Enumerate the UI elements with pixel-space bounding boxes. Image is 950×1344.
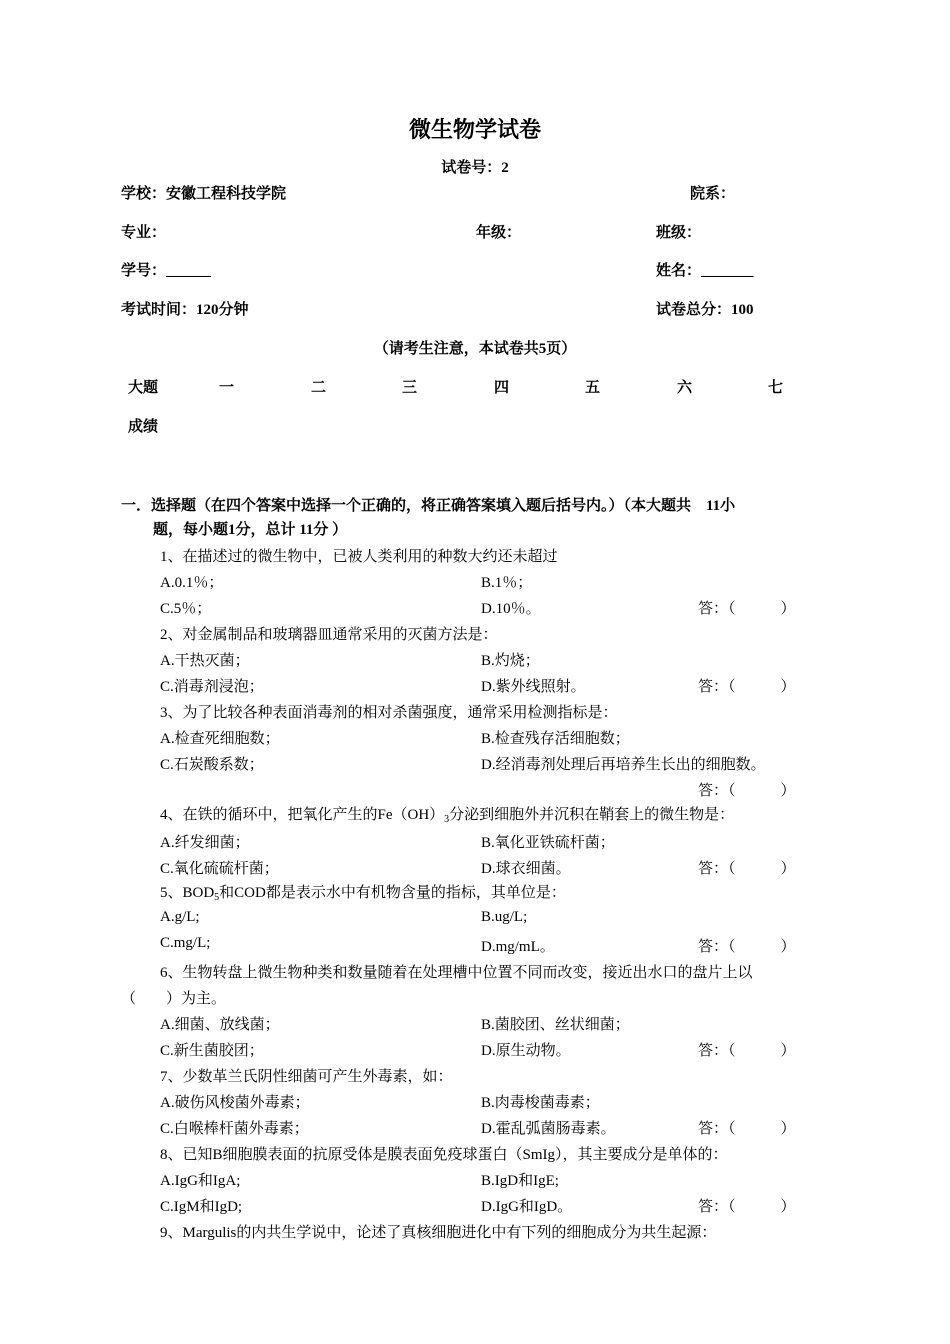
question-stem: 4、在铁的循环中，把氧化产生的$Fe(OH)_3$分泌到细胞外并沉积在鞘套上的微生物是： (160, 807, 735, 825)
page-title: 微生物学试卷 (408, 117, 541, 142)
question-stem: 9、Margulis的内共生学说中，论述了真核细胞进化中有下列的细胞成分为共生起源： (160, 1225, 717, 1241)
answer-blank[interactable]: 答：（ ） (698, 601, 796, 617)
option-d: D.原生动物。 (481, 1043, 571, 1059)
score-table-col: 七 (768, 380, 784, 396)
total-score: 试卷总分：100 (656, 302, 754, 318)
question-stem: 2、对金属制品和玻璃器皿通常采用的灭菌方法是： (160, 627, 498, 643)
option-b: B.检查残存活细胞数； (481, 731, 630, 747)
score-table-col: 六 (677, 380, 693, 396)
option-d: D.紫外线照射。 (481, 679, 586, 695)
section-heading-cont: 题，每小题1分，总计 11分 ） (153, 522, 348, 538)
option-c: C.白喉棒杆菌外毒素； (160, 1121, 309, 1137)
answer-blank[interactable]: 答：（ ） (698, 783, 796, 799)
student-id-field: 学号：______ (121, 263, 212, 279)
question-stem: 7、少数革兰氏阴性细菌可产生外毒素，如： (160, 1069, 453, 1085)
option-a: A.IgG和IgA; (160, 1173, 241, 1189)
option-a: A.检查死细胞数； (160, 731, 280, 747)
option-d: D.IgG和IgD。 (481, 1199, 573, 1215)
option-b: B.肉毒梭菌毒素； (481, 1095, 600, 1111)
option-a: A.破伤风梭菌外毒素； (160, 1095, 310, 1111)
score-table-col: 四 (494, 380, 510, 396)
option-a: A.细菌、放线菌； (160, 1017, 280, 1033)
option-a: A.干热灭菌； (160, 653, 250, 669)
answer-blank[interactable]: 答：（ ） (698, 939, 796, 955)
option-c: C.新生菌胶团； (160, 1043, 264, 1059)
option-d: D.经消毒剂处理后再培养生长出的细胞数。 (481, 757, 766, 773)
option-d: D.霍乱弧菌肠毒素。 (481, 1121, 616, 1137)
question-stem: 6、生物转盘上微生物种类和数量随着在处理槽中位置不同而改变，接近出水口的盘片上以 (160, 965, 753, 981)
score-table-score-label: 成绩 (128, 419, 159, 435)
score-table-col: 一 (219, 380, 235, 396)
option-a: A.g/L; (160, 909, 200, 925)
department-field: 院系： (690, 186, 736, 202)
answer-blank[interactable]: 答：（ ） (698, 1043, 796, 1059)
option-c: C.5％； (160, 601, 212, 617)
score-table-col: 二 (311, 380, 327, 396)
class-field: 班级： (656, 225, 702, 241)
option-c: C.消毒剂浸泡； (160, 679, 264, 695)
score-table-col: 五 (585, 380, 601, 396)
option-b: B.灼烧； (481, 653, 540, 669)
option-a: A.0.1％； (160, 575, 224, 591)
option-b: B.氧化亚铁硫杆菌； (481, 835, 615, 851)
question-stem: 5、$BOD_5$和COD都是表示水中有机物含量的指标，其单位是： (160, 885, 566, 903)
section-heading: 一．选择题（在四个答案中选择一个正确的，将正确答案填入题后括号内。）（本大题共 11小 (121, 498, 736, 514)
answer-blank[interactable]: 答：（ ） (698, 679, 796, 695)
exam-time: 考试时间：120分钟 (121, 302, 249, 318)
answer-blank[interactable]: 答：（ ） (698, 1199, 796, 1215)
question-stem: 8、已知B细胞膜表面的抗原受体是膜表面免疫球蛋白（SmIg），其主要成分是单体的： (160, 1147, 728, 1163)
question-stem: 1、在描述过的微生物中，已被人类利用的种数大约还未超过 (160, 549, 558, 565)
option-b: B.1％； (481, 575, 533, 591)
answer-blank[interactable]: 答：（ ） (698, 1121, 796, 1137)
score-table-row-label: 大题 (128, 380, 159, 396)
option-b: B.IgD和IgE; (481, 1173, 559, 1189)
name-field: 姓名：_______ (656, 263, 754, 279)
option-d: D.球衣细菌。 (481, 861, 571, 877)
page-notice: （请考生注意，本试卷共5页） (373, 341, 577, 357)
question-stem-cont: （ ）为主。 (121, 991, 227, 1007)
option-c: C.mg/L; (160, 935, 211, 951)
answer-blank[interactable]: 答：（ ） (698, 861, 796, 877)
option-d: D.mg/mL。 (481, 939, 555, 955)
option-b: B.ug/L; (481, 909, 528, 925)
option-c: C.氧化硫硫杆菌； (160, 861, 279, 877)
option-b: B.菌胶团、丝状细菌； (481, 1017, 630, 1033)
option-c: C.IgM和IgD; (160, 1199, 243, 1215)
major-field: 专业： (121, 225, 167, 241)
score-table-col: 三 (402, 380, 418, 396)
option-c: C.石炭酸系数； (160, 757, 264, 773)
grade-field: 年级： (476, 225, 522, 241)
option-a: A.纤发细菌； (160, 835, 250, 851)
paper-number: 试卷号：2 (441, 160, 509, 176)
school-field: 学校：安徽工程科技学院 (121, 186, 287, 202)
question-stem: 3、为了比较各种表面消毒剂的相对杀菌强度，通常采用检测指标是： (160, 705, 618, 721)
option-d: D.10％。 (481, 601, 541, 617)
